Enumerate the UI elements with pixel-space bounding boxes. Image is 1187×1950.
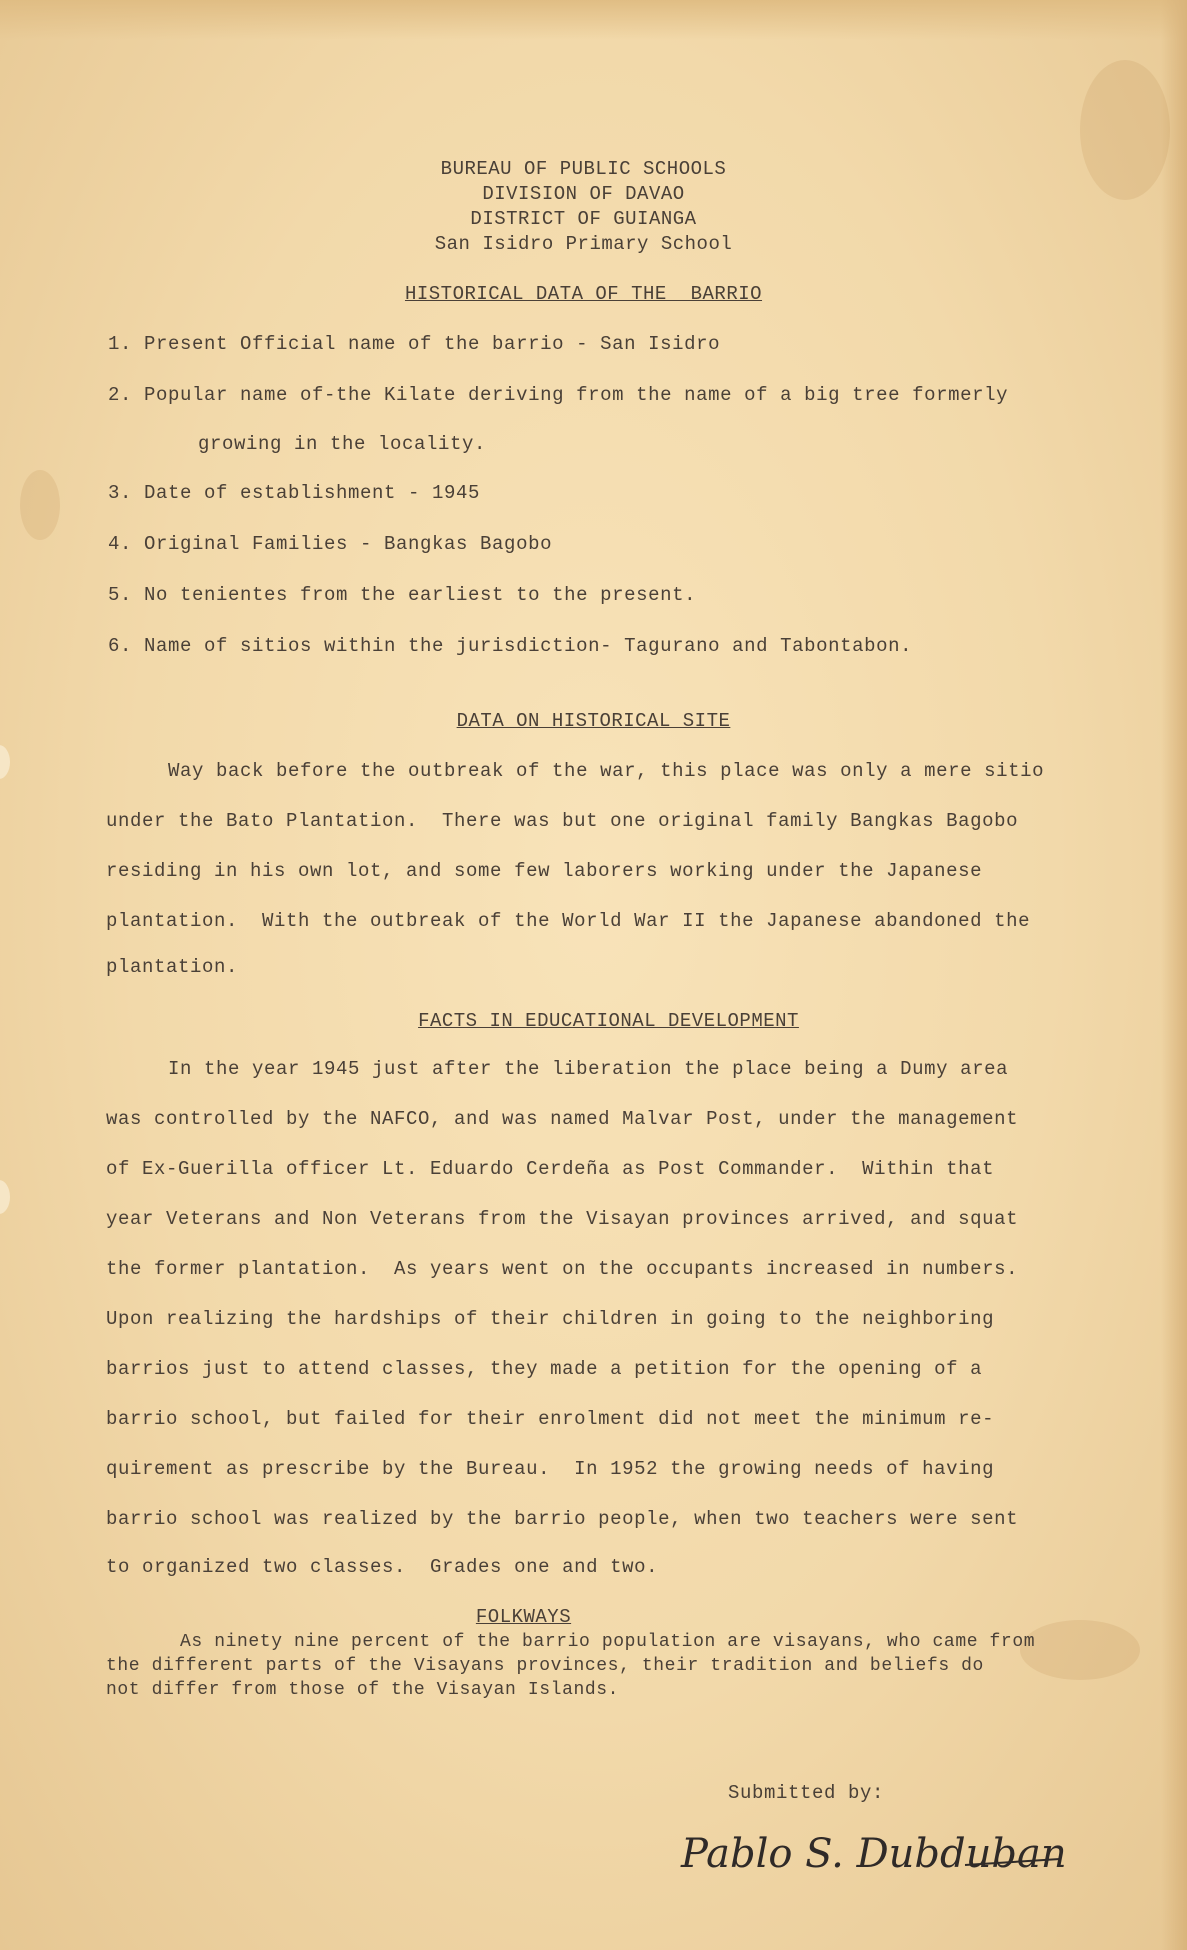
item-4: 4. Original Families - Bangkas Bagobo (108, 533, 553, 555)
paper-edge (0, 0, 1187, 40)
item-6: 6. Name of sitios within the jurisdiction- Tagurano and Tabontabon. (108, 635, 913, 657)
educational-line: In the year 1945 just after the liberation the place being a Dumy area (168, 1058, 1009, 1080)
item-1: 1. Present Official name of the barrio - San Isidro (108, 333, 721, 355)
folkways-heading: FOLKWAYS (475, 1606, 572, 1628)
svg-text:Pablo S. Dubduban: Pablo S. Dubduban (681, 1831, 1067, 1877)
educational-line: barrio school was realized by the barrio people, when two teachers were sent (106, 1508, 1019, 1530)
educational-line: barrios just to attend classes, they made a petition for the opening of a (106, 1358, 983, 1380)
educational-line: of Ex-Guerilla officer Lt. Eduardo Cerdeña as Post Commander. Within that (106, 1158, 995, 1180)
header-bureau: BUREAU OF PUBLIC SCHOOLS (440, 158, 727, 180)
historical-site-line: under the Bato Plantation. There was but one original family Bangkas Bagobo (106, 810, 1019, 832)
folkways-line: As ninety nine percent of the barrio population are visayans, who came from (180, 1632, 1036, 1652)
folkways-line: not differ from those of the Visayan Islands. (106, 1680, 620, 1700)
document-title: HISTORICAL DATA OF THE BARRIO (404, 283, 763, 305)
item-5: 5. No tenientes from the earliest to the present. (108, 584, 697, 606)
educational-line: Upon realizing the hardships of their children in going to the neighboring (106, 1308, 995, 1330)
educational-line: year Veterans and Non Veterans from the Visayan provinces arrived, and squat (106, 1208, 1019, 1230)
folkways-line: the different parts of the Visayans provinces, their tradition and beliefs do (106, 1656, 984, 1676)
historical-site-line: Way back before the outbreak of the war, this place was only a mere sitio (168, 760, 1045, 782)
item-2: 2. Popular name of-the Kilate deriving from the name of a big tree formerly (108, 384, 1009, 406)
header-division: DIVISION OF DAVAO (482, 183, 685, 205)
educational-heading: FACTS IN EDUCATIONAL DEVELOPMENT (418, 1010, 799, 1032)
educational-line: the former plantation. As years went on the occupants increased in numbers. (106, 1258, 1019, 1280)
item-2-continued: growing in the locality. (198, 433, 487, 455)
historical-site-line: plantation. (106, 956, 239, 978)
header-school: San Isidro Primary School (434, 233, 733, 255)
historical-site-line: residing in his own lot, and some few laborers working under the Japanese (106, 860, 983, 882)
educational-line: to organized two classes. Grades one and two. (106, 1556, 659, 1578)
educational-line: barrio school, but failed for their enrolment did not meet the minimum re- (106, 1408, 995, 1430)
punch-hole (0, 745, 10, 779)
historical-site-line: plantation. With the outbreak of the World War II the Japanese abandoned the (106, 910, 1031, 932)
historical-site-heading: DATA ON HISTORICAL SITE (456, 710, 731, 732)
paper-stain (1020, 1620, 1140, 1680)
item-3: 3. Date of establishment - 1945 (108, 482, 481, 504)
handwritten-signature (675, 1815, 1075, 1895)
punch-hole (0, 1180, 10, 1214)
submitted-by-label: Submitted by: (728, 1782, 885, 1804)
paper-stain (20, 470, 60, 540)
header-district: DISTRICT OF GUIANGA (470, 208, 697, 230)
educational-line: quirement as prescribe by the Bureau. In 1952 the growing needs of having (106, 1458, 995, 1480)
educational-line: was controlled by the NAFCO, and was named Malvar Post, under the management (106, 1108, 1019, 1130)
